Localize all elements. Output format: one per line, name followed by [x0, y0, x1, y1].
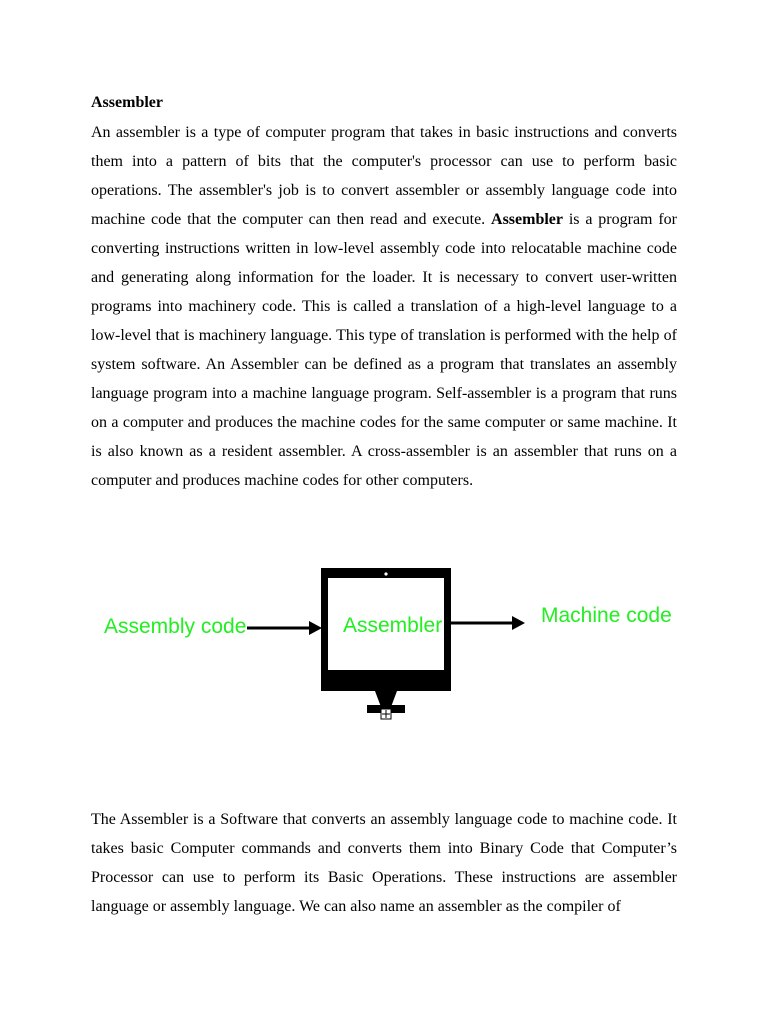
monitor-neck — [375, 691, 397, 707]
intro-bold-term: Assembler — [491, 211, 563, 228]
input-arrow — [247, 621, 322, 635]
section-heading: Assembler — [91, 94, 163, 111]
monitor-camera — [384, 572, 387, 575]
intro-text-part2: is a program for converting instructions written in low-level assembly code into relocatable machine code and generating along information for the loader. It is necessary to convert user-written programs into machinery code. This is called a translation of a high-level language to a low-level that is machinery language. This type of translation is performed with the help of system software. An Assembler can be defined as a program that translates an assembly language program into a machine language program. Self-assembler is a program that runs on a computer and produces the machine codes for the same computer or same machine. It is also known as a resident assembler. A cross-assembler is an assembler that runs on a computer and produces machine codes for other computers. — [91, 211, 677, 489]
assembler-label: Assembler — [343, 614, 443, 637]
assembly-code-label: Assembly code — [104, 615, 247, 638]
diagram-svg — [0, 555, 768, 735]
monitor-icon — [321, 568, 451, 719]
machine-code-label: Machine code — [541, 604, 672, 627]
intro-paragraph — [91, 118, 677, 495]
assembler-diagram — [0, 555, 768, 735]
intro-text-part1: An assembler is a type of computer program that takes in basic instructions and converts them into a pattern of bits that the computer's processor can use to perform basic operations. The assembler's job is to convert assembler or assembly language code into machine code that the computer can then read and execute. — [91, 124, 677, 228]
second-paragraph: The Assembler is a Software that converts an assembly language code to machine code. It takes basic Computer commands and converts them into Binary Code that Computer’s Processor can use to perform its Basic Operations. These instructions are assembler language or assembly language. We can also name an assembler as the compiler of — [91, 811, 677, 915]
output-arrow — [451, 616, 525, 630]
